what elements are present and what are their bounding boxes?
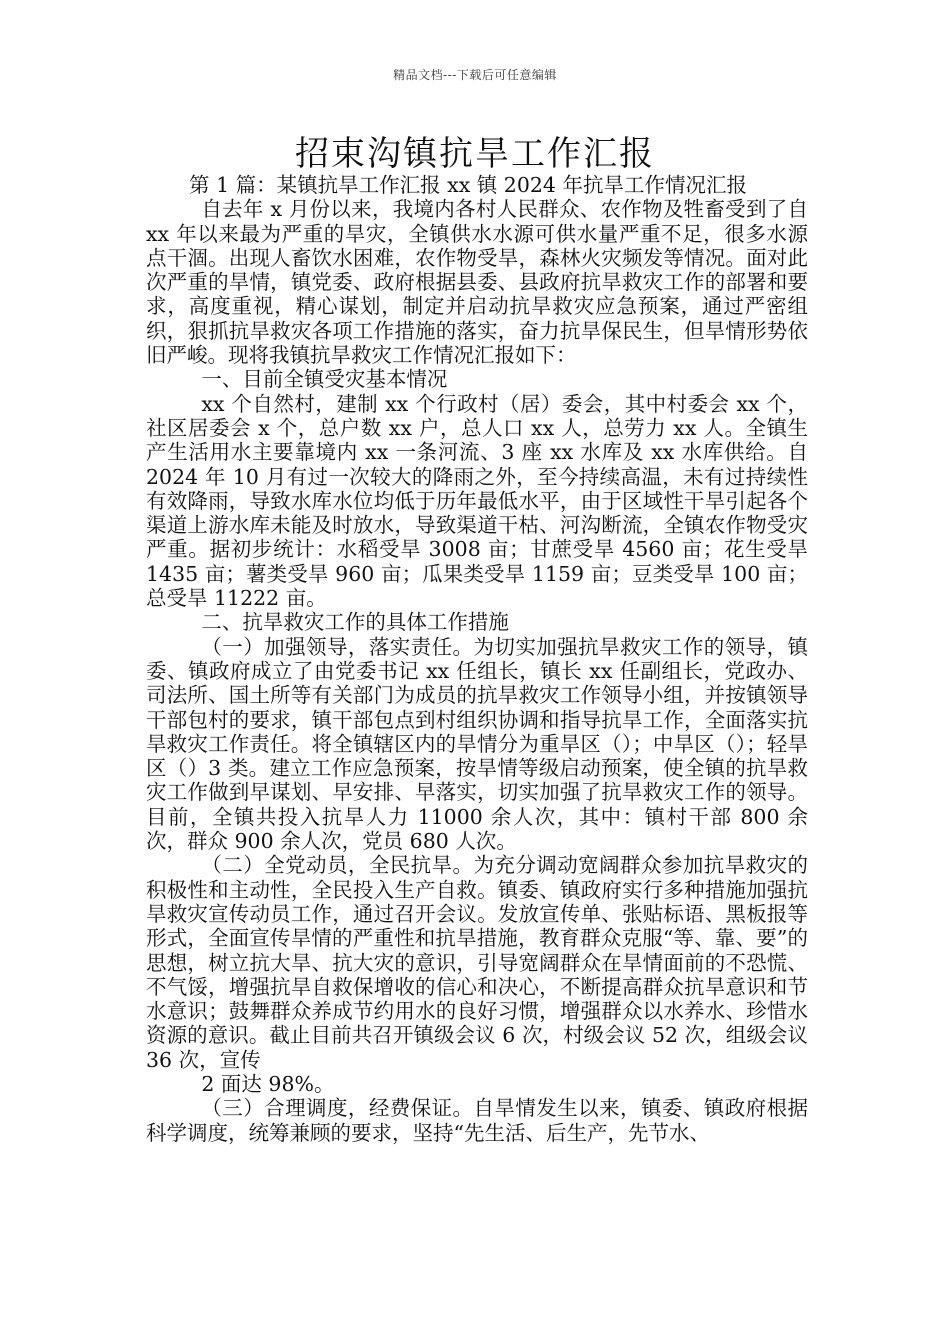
document-title: 招束沟镇抗旱工作汇报 [295, 134, 655, 174]
document-subtitle: 第 1 篇：某镇抗旱工作汇报 xx 镇 2024 年抗旱工作情况汇报 [189, 173, 747, 197]
intro-paragraph: 自去年 x 月份以来，我境内各村人民群众、农作物及牲畜受到了自 xx 年以来最为严重的旱灾，全镇供水水源可供水量严重不足，很多水源点干涸。出现人畜饮水困难，农作物受旱，森林火灾频发等情况。面对此次严重的旱情，镇党委、政府根据县委、县政府抗旱救灾工作的部署和要求，高度重视，精心谋划，制定并启动抗旱救灾应急预案，通过严密组织，狠抓抗旱救灾各项工作措施的落实，奋力抗旱保民生，但旱情形势依旧严峻。现将我镇抗旱救灾工作情况汇报如下： [146, 197, 808, 368]
document-body [146, 173, 808, 1145]
section-heading-2: 二、抗旱救灾工作的具体工作措施 [201, 610, 509, 635]
situation-paragraph: xx 个自然村，建制 xx 个行政村（居）委会，其中村委会 xx 个，社区居委会 x 个，总户数 xx 户，总人口 xx 人，总劳力 xx 人。全镇生产生活用水主要靠境内 xx 一条河流、3 座 xx 水库及 xx 水库供给。自 2024 年 10 月有过一次较大的降雨之外，至今持续高温，未有过持续性有效降雨，导致水库水位均低于历年最低水平，由于区域性干旱引起各个渠道上游水库未能及时放水，导致渠道干枯、河沟断流，全镇农作物受灾严重。据初步统计：水稻受旱 3008 亩；甘蔗受旱 4560 亩；花生受旱 1435 亩；薯类受旱 960 亩；瓜果类受旱 1159 亩；豆类受旱 100 亩；总受旱 11222 亩。 [146, 391, 808, 611]
measure-2-paragraph: （二）全党动员，全民抗旱。为充分调动宽阔群众参加抗旱救灾的积极性和主动性，全民投入生产自救。镇委、镇政府实行多种措施加强抗旱救灾宣传动员工作，通过召开会议。发放宣传单、张贴标语、黑板报等形式，全面宣传旱情的严重性和抗旱措施，教育群众克服“等、靠、要”的思想，树立抗大旱、抗大灾的意识，引导宽阔群众在旱情面前的不恐慌、不气馁，增强抗旱自救保增收的信心和决心，不断提高群众抗旱意识和节水意识；鼓舞群众养成节约用水的良好习惯，增强群众以水养水、珍惜水资源的意识。截止目前共召开镇级会议 6 次，村级会议 52 次，组级会议 36 次，宣传 [146, 853, 808, 1072]
measure-1-paragraph: （一）加强领导，落实责任。为切实加强抗旱救灾工作的领导，镇委、镇政府成立了由党委书记 xx 任组长，镇长 xx 任副组长，党政办、司法所、国土所等有关部门为成员的抗旱救灾工作领导小组，并按镇领导干部包村的要求，镇干部包点到村组织协调和指导抗旱工作，全面落实抗旱救灾工作责任。将全镇辖区内的旱情分为重旱区（）；中旱区（）；轻旱区（）3 类。建立工作应急预案，按旱情等级启动预案，使全镇的抗旱救灾工作做到早谋划、早安排、早落实，切实加强了抗旱救灾工作的领导。目前，全镇共投入抗旱人力 11000 余人次，其中：镇村干部 800 余次，群众 900 余人次，党员 680 人次。 [146, 634, 808, 854]
section-heading-1: 一、目前全镇受灾基本情况 [201, 367, 448, 392]
header-note: 精品文档---下载后可任意编辑 [393, 68, 557, 82]
measure-3-paragraph: （三）合理调度，经费保证。自旱情发生以来，镇委、镇政府根据科学调度，统筹兼顾的要求，坚持“先生活、后生产，先节水、 [146, 1096, 808, 1145]
page-number-fragment: 2 面达 98%。 [201, 1071, 335, 1096]
